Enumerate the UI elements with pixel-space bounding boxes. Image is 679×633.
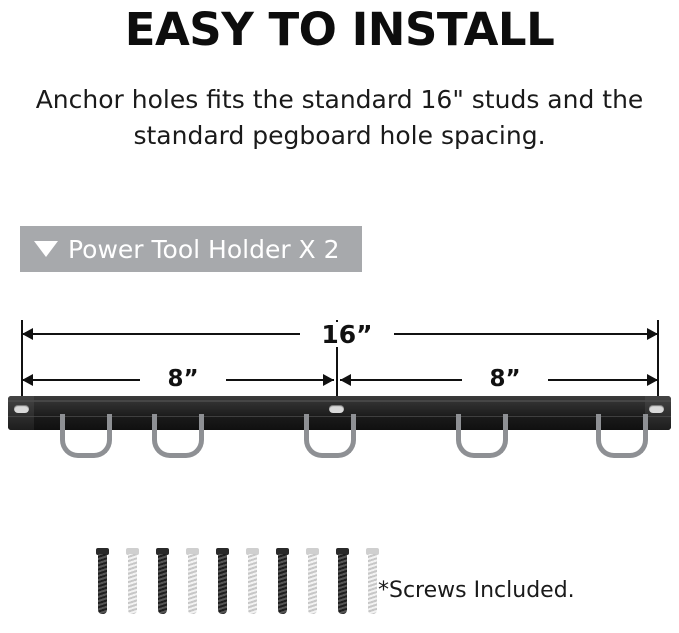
- screw-dark: [276, 548, 289, 616]
- anchor-hole: [14, 405, 29, 413]
- screws-included-note: *Screws Included.: [378, 578, 575, 603]
- arrow-head-right: [647, 328, 658, 340]
- page-title: EASY TO INSTALL: [124, 3, 555, 56]
- tool-hook: [304, 424, 356, 458]
- screw-shaft: [368, 554, 377, 614]
- rail-top-edge: [8, 400, 671, 402]
- screw-shaft: [188, 554, 197, 614]
- anchor-hole: [649, 405, 664, 413]
- tool-hook: [60, 424, 112, 458]
- screw-shaft: [308, 554, 317, 614]
- tool-hook: [596, 424, 648, 458]
- arrow-head-left: [22, 374, 33, 386]
- triangle-down-icon: [34, 241, 58, 257]
- subtitle-text: Anchor holes fits the standard 16" studs and the standard pegboard hole spacing.: [35, 85, 644, 151]
- screw-light: [186, 548, 199, 616]
- right-dimension-label: 8”: [462, 368, 548, 391]
- screw-light: [246, 548, 259, 616]
- screw-shaft: [248, 554, 257, 614]
- arrow-head-right: [323, 374, 334, 386]
- product-label-bar: [20, 226, 362, 272]
- screw-dark: [96, 548, 109, 616]
- screw-dark: [216, 548, 229, 616]
- tool-hook: [456, 424, 508, 458]
- overall-dimension-label: 16”: [300, 322, 394, 347]
- product-label-text: Power Tool Holder X 2: [68, 234, 340, 264]
- tool-hook: [152, 424, 204, 458]
- arrow-head-left: [22, 328, 33, 340]
- arrow-head-left: [340, 374, 351, 386]
- screw-dark: [156, 548, 169, 616]
- screw-dark: [336, 548, 349, 616]
- screw-shaft: [98, 554, 107, 614]
- screw-light: [306, 548, 319, 616]
- left-dimension-label: 8”: [140, 368, 226, 391]
- screws-group: [90, 548, 370, 620]
- screw-shaft: [158, 554, 167, 614]
- screw-shaft: [218, 554, 227, 614]
- arrow-head-right: [647, 374, 658, 386]
- anchor-hole: [329, 405, 344, 413]
- screw-shaft: [128, 554, 137, 614]
- screw-shaft: [338, 554, 347, 614]
- screw-light: [126, 548, 139, 616]
- screw-shaft: [278, 554, 287, 614]
